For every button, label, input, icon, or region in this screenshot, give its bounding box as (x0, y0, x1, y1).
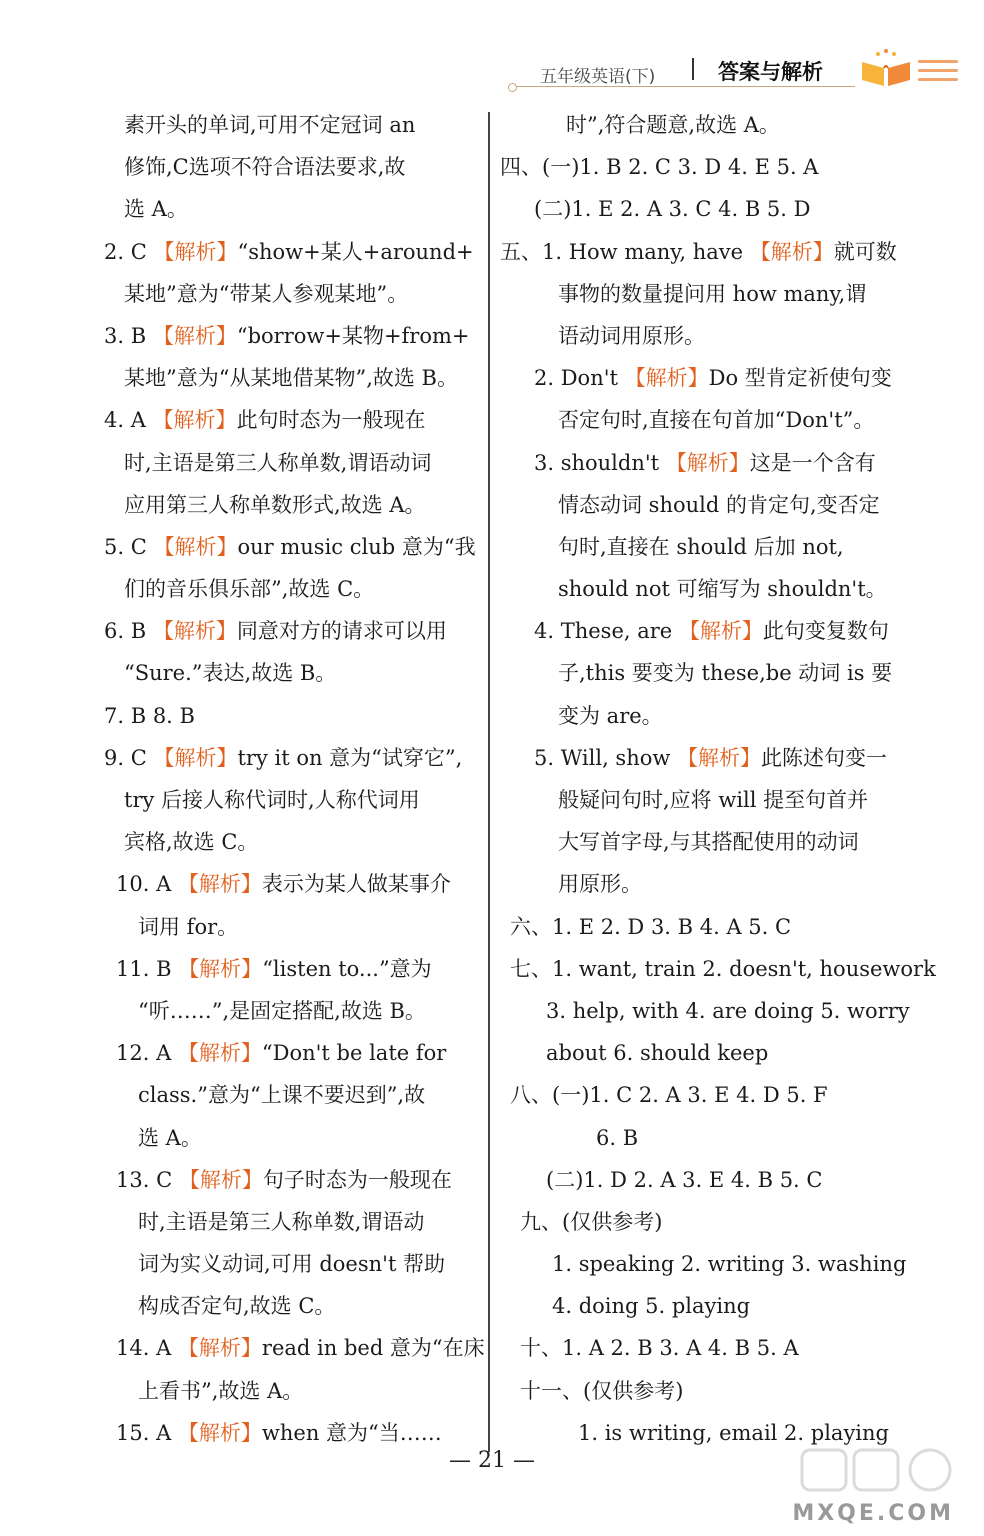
answer-line (98, 1159, 486, 1201)
answer-line (98, 526, 486, 568)
answer-line (500, 1370, 940, 1412)
answer-text: about 6. should keep (546, 1041, 769, 1066)
answer-text: 6. B (596, 1125, 639, 1150)
analysis-tag: 【解析】 (665, 450, 750, 475)
analysis-tag: 【解析】 (153, 534, 238, 559)
answer-line (98, 948, 486, 990)
answer-line (98, 1117, 486, 1159)
answer-line (98, 484, 486, 526)
answer-text: “听……”,是固定搭配,故选 B。 (138, 998, 426, 1023)
answer-text: “show+某人+around+ (237, 239, 474, 264)
answer-line (500, 188, 940, 230)
answer-line (98, 146, 486, 188)
analysis-tag: 【解析】 (177, 872, 262, 897)
answer-line (98, 1243, 486, 1285)
answer-text: 7. B 8. B (104, 703, 195, 728)
answer-line (500, 990, 940, 1032)
header-title: 答案与解析 (718, 60, 823, 84)
answer-line (500, 526, 940, 568)
analysis-tag: 【解析】 (677, 745, 762, 770)
answer-text: 时,主语是第三人称单数,谓语动 (138, 1209, 425, 1234)
analysis-tag: 【解析】 (749, 239, 834, 264)
answer-text: 1. speaking 2. writing 3. washing (552, 1252, 907, 1277)
answer-line (500, 821, 940, 863)
answer-line (500, 906, 940, 948)
answer-line (500, 1074, 940, 1116)
answer-text: 同意对方的请求可以用 (236, 619, 447, 644)
analysis-tag: 【解析】 (177, 1041, 262, 1066)
answer-text: 14. A (116, 1336, 178, 1361)
answer-text: 六、1. E 2. D 3. B 4. A 5. C (510, 914, 792, 939)
answer-line (98, 1327, 486, 1369)
answer-text: “listen to...”意为 (262, 956, 432, 981)
answer-text: 1. is writing, email 2. playing (578, 1420, 889, 1445)
answer-text: 应用第三人称单数形式,故选 A。 (124, 492, 426, 517)
answer-text: 四、(一)1. B 2. C 3. D 4. E 5. A (500, 155, 819, 180)
answer-line (98, 779, 486, 821)
column-divider (488, 112, 490, 1452)
answer-line (98, 273, 486, 315)
answer-text: 9. C (104, 745, 154, 770)
answer-line (98, 652, 486, 694)
answer-text: 情态动词 should 的肯定句,变否定 (558, 492, 880, 517)
answer-line (98, 1285, 486, 1327)
answer-line (500, 442, 940, 484)
answer-text: “borrow+某物+from+ (236, 323, 470, 348)
answer-line (98, 906, 486, 948)
answer-line (500, 779, 940, 821)
answer-text: “Don't be late for (261, 1041, 447, 1066)
header-decoration-lines (918, 60, 958, 87)
analysis-tag: 【解析】 (177, 1336, 262, 1361)
answer-line (98, 1370, 486, 1412)
answer-text: 时”,符合题意,故选 A。 (566, 113, 780, 137)
answer-text: 这是一个含有 (749, 450, 876, 475)
answer-text: 某地”意为“从某地借某物”,故选 B。 (124, 366, 458, 391)
answer-line (98, 104, 486, 146)
header-grade-label: 五年级英语(下) (540, 67, 656, 87)
answer-line (500, 1032, 940, 1074)
answer-line (98, 695, 486, 737)
answer-text: when 意为“当…… (261, 1420, 442, 1445)
answer-text: 3. help, with 4. are doing 5. worry (546, 998, 910, 1023)
answer-text: 词用 for。 (138, 914, 239, 939)
header-rule-dot (508, 83, 517, 92)
answer-text: 七、1. want, train 2. doesn't, housework (510, 956, 936, 981)
answer-line (500, 146, 940, 188)
answer-line (500, 610, 940, 652)
answer-text: 否定句时,直接在句首加“Don't”。 (558, 408, 875, 433)
answer-line (500, 357, 940, 399)
answer-line (500, 1327, 940, 1369)
answer-text: 词为实义动词,可用 doesn't 帮助 (138, 1252, 446, 1277)
answer-text: 选 A。 (124, 197, 188, 222)
analysis-tag: 【解析】 (624, 366, 709, 391)
answer-text: 就可数 (833, 239, 897, 264)
answer-text: should not 可缩写为 shouldn't。 (558, 577, 887, 602)
answer-text: 13. C (116, 1167, 179, 1192)
answer-text: 十、1. A 2. B 3. A 4. B 5. A (520, 1336, 799, 1361)
answer-text: 十一、(仅供参考) (520, 1378, 684, 1403)
answer-line (98, 399, 486, 441)
open-book-icon (856, 48, 916, 88)
answer-text: (二)1. D 2. A 3. E 4. B 5. C (546, 1167, 823, 1192)
answer-text: 宾格,故选 C。 (124, 830, 259, 855)
answer-line (98, 442, 486, 484)
answer-line (500, 737, 940, 779)
answer-line (98, 188, 486, 230)
analysis-tag: 【解析】 (178, 956, 263, 981)
analysis-tag: 【解析】 (178, 1167, 263, 1192)
answer-text: 上看书”,故选 A。 (138, 1378, 304, 1403)
answer-line (98, 1074, 486, 1116)
header-separator (692, 58, 694, 80)
answer-text: 事物的数量提问用 how many,谓 (558, 281, 867, 306)
answer-line (500, 315, 940, 357)
answer-text: 般疑问句时,应将 will 提至句首并 (558, 788, 869, 812)
answer-line (500, 695, 940, 737)
answer-text: 某地”意为“带某人参观某地”。 (124, 281, 409, 306)
answer-text: Do 型肯定祈使句变 (708, 366, 892, 391)
answer-line (500, 104, 940, 146)
answer-text: 五、1. How many, have (500, 239, 750, 264)
answer-line (500, 1117, 940, 1159)
left-answer-column (98, 104, 486, 1454)
answer-text: 时,主语是第三人称单数,谓语动词 (124, 450, 432, 475)
answer-line (500, 568, 940, 610)
answer-text: 10. A (116, 872, 178, 897)
page-header (500, 48, 960, 96)
analysis-tag: 【解析】 (177, 1420, 262, 1445)
answer-text: our music club 意为“我 (237, 534, 476, 559)
answer-text: 大写首字母,与其搭配使用的动词 (558, 830, 859, 855)
answer-line (500, 273, 940, 315)
analysis-tag: 【解析】 (678, 619, 763, 644)
page-number: — 21 — (449, 1448, 535, 1473)
answer-text: 们的音乐俱乐部”,故选 C。 (124, 577, 375, 602)
answer-text: 表示为某人做某事介 (261, 872, 451, 897)
answer-line (500, 948, 940, 990)
answer-text: 句子时态为一般现在 (262, 1167, 452, 1192)
answer-line (500, 863, 940, 905)
answer-text: 4. doing 5. playing (552, 1294, 751, 1319)
answer-line (500, 652, 940, 694)
answer-line (500, 1201, 940, 1243)
answer-text: try 后接人称代词时,人称代词用 (124, 788, 420, 812)
answer-text: 2. Don't (534, 366, 625, 391)
answer-line (500, 1243, 940, 1285)
answer-line (98, 315, 486, 357)
answer-text: 3. shouldn't (534, 450, 666, 475)
answer-line (98, 1032, 486, 1074)
answer-text: 变为 are。 (558, 703, 663, 728)
answer-text: 九、(仅供参考) (520, 1209, 663, 1234)
answer-line (98, 863, 486, 905)
answer-text: try it on 意为“试穿它”, (237, 745, 463, 770)
answer-text: (二)1. E 2. A 3. C 4. B 5. D (534, 197, 811, 222)
answer-line (500, 399, 940, 441)
analysis-tag: 【解析】 (152, 619, 237, 644)
answer-line (98, 737, 486, 779)
answer-text: 此陈述句变一 (761, 745, 888, 770)
answer-text: 3. B (104, 323, 153, 348)
right-answer-column (500, 104, 940, 1454)
answer-text: 5. C (104, 534, 154, 559)
answer-text: 此句时态为一般现在 (236, 408, 426, 433)
answer-line (98, 821, 486, 863)
answer-line (500, 484, 940, 526)
answer-text: 4. These, are (534, 619, 679, 644)
analysis-tag: 【解析】 (152, 408, 237, 433)
answer-text: 用原形。 (558, 872, 642, 897)
answer-line (500, 1285, 940, 1327)
answer-text: 11. B (116, 956, 179, 981)
answer-text: 八、(一)1. C 2. A 3. E 4. D 5. F (510, 1083, 828, 1108)
answer-text: 选 A。 (138, 1125, 202, 1150)
analysis-tag: 【解析】 (153, 239, 238, 264)
analysis-tag: 【解析】 (153, 745, 238, 770)
answer-text: 修饰,C选项不符合语法要求,故 (124, 155, 406, 180)
answer-line (500, 231, 940, 273)
answer-text: 此句变复数句 (762, 619, 889, 644)
answer-text: 12. A (116, 1041, 178, 1066)
answer-text: 4. A (104, 408, 153, 433)
answer-line (98, 231, 486, 273)
answer-text: 素开头的单词,可用不定冠词 an (124, 113, 416, 137)
answer-text: read in bed 意为“在床 (261, 1336, 485, 1361)
answer-text: 子,this 要变为 these,be 动词 is 要 (558, 661, 893, 686)
answer-text: 语动词用原形。 (558, 323, 705, 348)
answer-line (98, 1201, 486, 1243)
answer-line (98, 357, 486, 399)
answer-text: 构成否定句,故选 C。 (138, 1294, 336, 1319)
answer-text: 句时,直接在 should 后加 not, (558, 534, 844, 559)
answer-text: 6. B (104, 619, 153, 644)
watermark-text: MXQE.COM (792, 1501, 954, 1526)
answer-line (98, 568, 486, 610)
analysis-tag: 【解析】 (152, 323, 237, 348)
answer-line (98, 610, 486, 652)
answer-text: class.”意为“上课不要迟到”,故 (138, 1083, 426, 1108)
answer-line (500, 1159, 940, 1201)
answer-text: 15. A (116, 1420, 178, 1445)
answer-line (98, 990, 486, 1032)
answer-text: 5. Will, show (534, 745, 678, 770)
answer-text: “Sure.”表达,故选 B。 (124, 661, 337, 686)
answer-text: 2. C (104, 239, 154, 264)
